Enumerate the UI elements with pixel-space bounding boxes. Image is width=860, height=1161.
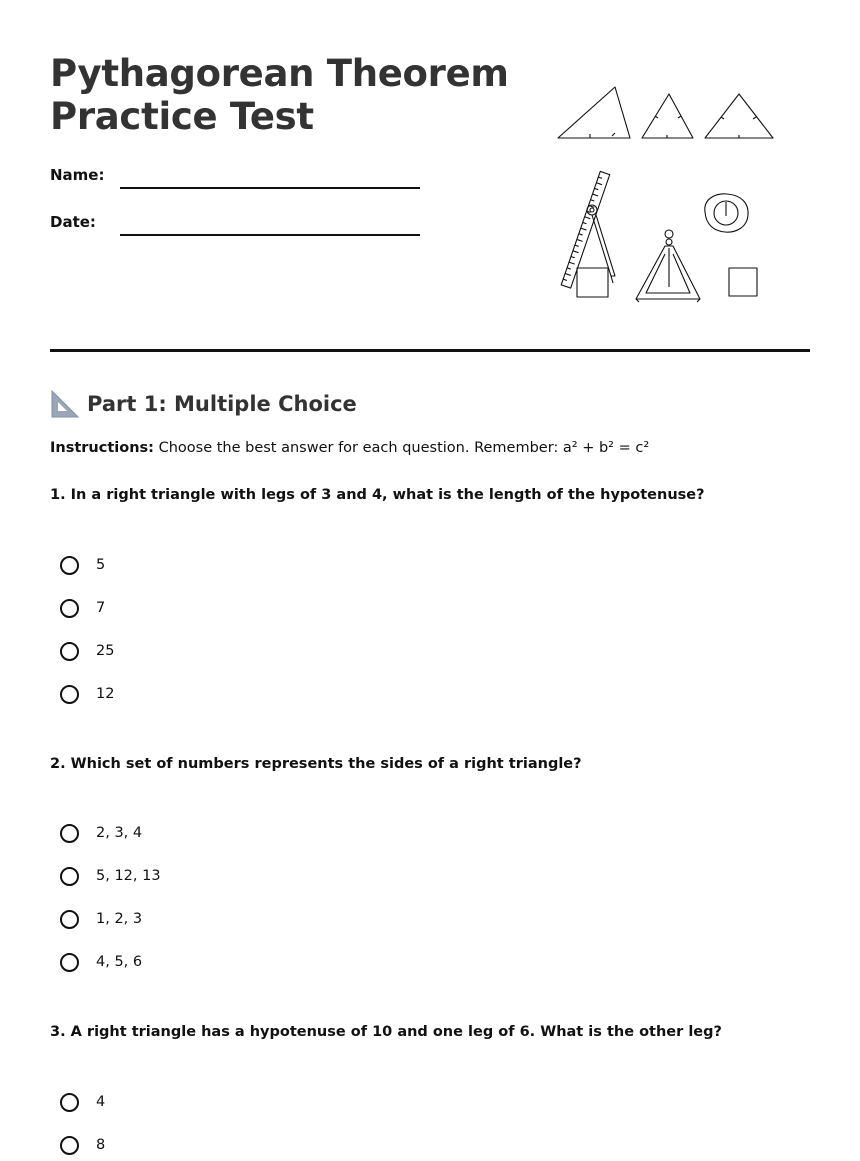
option-q3-a[interactable] — [60, 1089, 105, 1115]
radio-button[interactable] — [60, 824, 79, 843]
protractor-icon — [705, 194, 748, 232]
radio-button[interactable] — [60, 599, 79, 618]
option-q1-b[interactable] — [60, 595, 105, 621]
radio-button[interactable] — [60, 867, 79, 886]
instructions-text: Choose the best answer for each question. Remember: a² + b² = c² — [153, 440, 650, 456]
option-label: 4, 5, 6 — [96, 954, 143, 970]
question-3: 3. A right triangle has a hypotenuse of 10 and one leg of 6. What is the other leg? — [50, 1024, 722, 1040]
triangle-icon — [642, 94, 693, 138]
radio-button[interactable] — [60, 685, 79, 704]
option-q2-d[interactable] — [60, 949, 142, 975]
section-header — [50, 388, 357, 420]
option-label: 5, 12, 13 — [96, 868, 161, 884]
set-square-icon — [50, 389, 80, 419]
square-icon — [729, 268, 757, 296]
title-line-1: Pythagorean Theorem — [50, 52, 509, 95]
option-label: 2, 3, 4 — [96, 825, 143, 841]
option-q2-c[interactable] — [60, 906, 142, 932]
radio-button[interactable] — [60, 953, 79, 972]
radio-button[interactable] — [60, 1136, 79, 1155]
compass-frame-icon — [636, 230, 700, 302]
section-title: Part 1: Multiple Choice — [87, 392, 357, 416]
option-label: 8 — [96, 1137, 106, 1153]
triangle-icon — [705, 94, 773, 138]
ruler-icon — [561, 171, 610, 288]
radio-button[interactable] — [60, 1093, 79, 1112]
radio-button[interactable] — [60, 642, 79, 661]
question-2: 2. Which set of numbers represents the sides of a right triangle? — [50, 756, 582, 772]
radio-button[interactable] — [60, 556, 79, 575]
date-label: Date: — [50, 213, 96, 231]
option-label: 4 — [96, 1094, 106, 1110]
title-line-2: Practice Test — [50, 95, 314, 138]
option-label: 5 — [96, 557, 106, 573]
radio-button[interactable] — [60, 910, 79, 929]
option-q1-c[interactable] — [60, 638, 114, 664]
option-label: 7 — [96, 600, 106, 616]
instructions — [50, 440, 649, 456]
option-label: 12 — [96, 686, 115, 702]
option-q2-b[interactable] — [60, 863, 161, 889]
date-field[interactable] — [120, 234, 420, 236]
option-q1-a[interactable] — [60, 552, 105, 578]
name-label: Name: — [50, 166, 105, 184]
question-1: 1. In a right triangle with legs of 3 and 4, what is the length of the hypotenuse? — [50, 487, 705, 503]
option-label: 25 — [96, 643, 115, 659]
compass-icon — [587, 205, 615, 283]
option-q1-d[interactable] — [60, 681, 114, 707]
instructions-label: Instructions: — [50, 440, 154, 456]
page-title — [50, 52, 509, 138]
triangle-icon — [558, 87, 630, 138]
option-label: 1, 2, 3 — [96, 911, 143, 927]
name-field[interactable] — [120, 187, 420, 189]
option-q2-a[interactable] — [60, 820, 142, 846]
header-divider — [50, 349, 810, 352]
geometry-tools-illustration — [545, 80, 785, 310]
square-icon — [577, 268, 608, 297]
option-q3-b[interactable] — [60, 1132, 105, 1158]
